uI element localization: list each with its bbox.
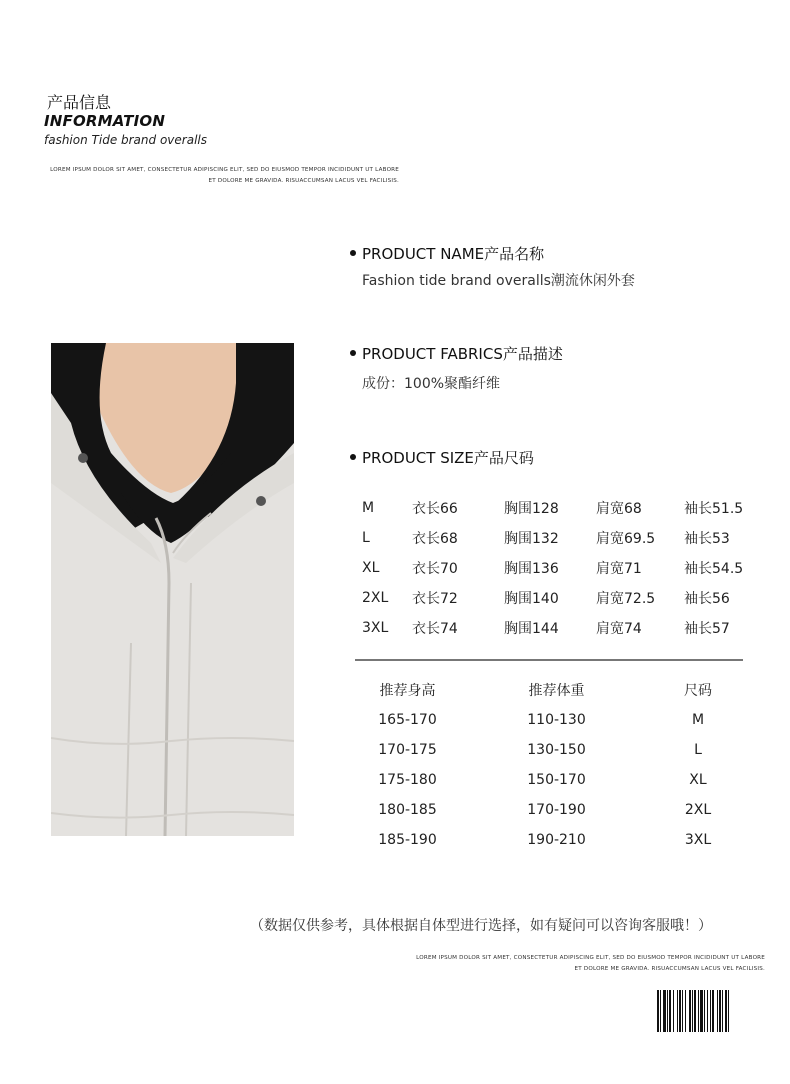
barcode-bar (694, 990, 696, 1032)
weight-cell: 150-170 (527, 772, 586, 788)
length-cell: 衣长74 (412, 621, 458, 637)
length-cell: 衣长68 (412, 531, 458, 547)
recommend-header-row (355, 675, 743, 705)
recommend-table (355, 675, 743, 855)
jacket-illustration (51, 343, 294, 836)
barcode-bar (685, 990, 686, 1032)
barcode-bar (677, 990, 678, 1032)
barcode-graphic (657, 990, 762, 1032)
size-cell: L (694, 742, 702, 758)
size-cell: L (362, 530, 370, 546)
header-title-cn: 产品信息 (47, 93, 112, 112)
shoulder-cell: 肩宽68 (596, 501, 642, 517)
sleeve-cell: 袖长51.5 (684, 501, 744, 517)
product-size-title (350, 447, 534, 468)
product-fabrics-value: 成份：100%聚酯纤维 (362, 376, 501, 392)
product-name-value: Fashion tide brand overalls潮流休闲外套 (362, 273, 635, 289)
weight-cell: 190-210 (527, 832, 586, 848)
size-row (356, 553, 764, 583)
chest-cell: 胸围128 (504, 501, 559, 517)
length-cell: 衣长66 (412, 501, 458, 517)
barcode-bar (717, 990, 718, 1032)
size-cell: 3XL (362, 620, 389, 636)
shoulder-cell: 肩宽71 (596, 561, 642, 577)
barcode-bar (660, 990, 661, 1032)
bullet-dot-icon (350, 350, 356, 356)
height-cell: 185-190 (378, 832, 437, 848)
size-row (356, 583, 764, 613)
barcode-bar (725, 990, 727, 1032)
header-subtitle: fashion Tide brand overalls (44, 133, 207, 147)
barcode-bar (679, 990, 681, 1032)
size-row (356, 613, 764, 643)
barcode-bar (698, 990, 699, 1032)
header-lorem (44, 165, 399, 187)
size-row (356, 493, 764, 523)
product-photo (51, 343, 294, 836)
chest-cell: 胸围144 (504, 621, 559, 637)
footer-lorem-line2: ET DOLORE ME GRAVIDA. RISUACCUMSAN LACUS VEL FACILISIS. (574, 966, 765, 972)
barcode-bar (669, 990, 671, 1032)
sleeve-cell: 袖长53 (684, 531, 730, 547)
product-size-title-text: PRODUCT SIZE产品尺码 (362, 449, 534, 467)
footer-lorem (410, 953, 765, 975)
barcode-bar (700, 990, 703, 1032)
barcode-icon (657, 990, 762, 1032)
barcode-bar (719, 990, 721, 1032)
product-name-title-text: PRODUCT NAME产品名称 (362, 245, 545, 263)
recommend-row (355, 825, 743, 855)
barcode-bar (663, 990, 666, 1032)
chest-cell: 胸围136 (504, 561, 559, 577)
barcode-bar (707, 990, 708, 1032)
bullet-dot-icon (350, 250, 356, 256)
sleeve-cell: 袖长57 (684, 621, 730, 637)
size-cell: 2XL (684, 802, 712, 818)
size-table (356, 493, 764, 643)
size-cell: M (362, 500, 375, 516)
disclaimer-note: （数据仅供参考，具体根据自体型进行选择，如有疑问可以咨询客服哦！） (250, 918, 712, 934)
barcode-bar (704, 990, 705, 1032)
sleeve-cell: 袖长56 (684, 591, 730, 607)
header-lorem-line1: LOREM IPSUM DOLOR SIT AMET, CONSECTETUR ADIPISCING ELIT, SED DO EIUSMOD TEMPOR INCIDIDUNT UT LABORE (50, 167, 399, 173)
height-cell: 170-175 (378, 742, 437, 758)
barcode-bar (689, 990, 691, 1032)
barcode-bar (722, 990, 723, 1032)
chest-cell: 胸围140 (504, 591, 559, 607)
barcode-bar (673, 990, 674, 1032)
header-title-en: INFORMATION (44, 112, 166, 130)
barcode-bar (657, 990, 659, 1032)
barcode-bar (667, 990, 668, 1032)
recommend-header-height: 推荐身高 (379, 683, 436, 699)
recommend-row (355, 705, 743, 735)
length-cell: 衣长70 (412, 561, 458, 577)
size-cell: XL (362, 560, 380, 576)
product-fabrics-title-text: PRODUCT FABRICS产品描述 (362, 345, 563, 363)
length-cell: 衣长72 (412, 591, 458, 607)
barcode-bar (712, 990, 714, 1032)
header-lorem-line2: ET DOLORE ME GRAVIDA. RISUACCUMSAN LACUS VEL FACILISIS. (208, 178, 399, 184)
barcode-bar (728, 990, 729, 1032)
weight-cell: 170-190 (527, 802, 586, 818)
size-cell: XL (689, 772, 707, 788)
bullet-dot-icon (350, 454, 356, 460)
shoulder-cell: 肩宽69.5 (596, 531, 656, 547)
shoulder-cell: 肩宽74 (596, 621, 642, 637)
recommend-header-weight: 推荐体重 (528, 683, 585, 699)
size-cell: 2XL (362, 590, 389, 606)
sleeve-cell: 袖长54.5 (684, 561, 744, 577)
barcode-bar (682, 990, 683, 1032)
product-name-title (350, 243, 544, 264)
barcode-bar (692, 990, 693, 1032)
recommend-row (355, 795, 743, 825)
height-cell: 165-170 (378, 712, 437, 728)
footer-lorem-line1: LOREM IPSUM DOLOR SIT AMET, CONSECTETUR ADIPISCING ELIT, SED DO EIUSMOD TEMPOR INCIDIDUNT UT LABORE (416, 955, 765, 961)
size-cell: 3XL (684, 832, 712, 848)
chest-cell: 胸围132 (504, 531, 559, 547)
recommend-row (355, 765, 743, 795)
size-row (356, 523, 764, 553)
recommend-row (355, 735, 743, 765)
product-fabrics-title (350, 343, 563, 364)
size-cell: M (691, 712, 705, 728)
weight-cell: 110-130 (527, 712, 586, 728)
shoulder-cell: 肩宽72.5 (596, 591, 656, 607)
barcode-bar (710, 990, 711, 1032)
recommend-header-size: 尺码 (684, 683, 712, 699)
weight-cell: 130-150 (527, 742, 586, 758)
height-cell: 180-185 (378, 802, 437, 818)
section-divider (355, 659, 743, 661)
height-cell: 175-180 (378, 772, 437, 788)
